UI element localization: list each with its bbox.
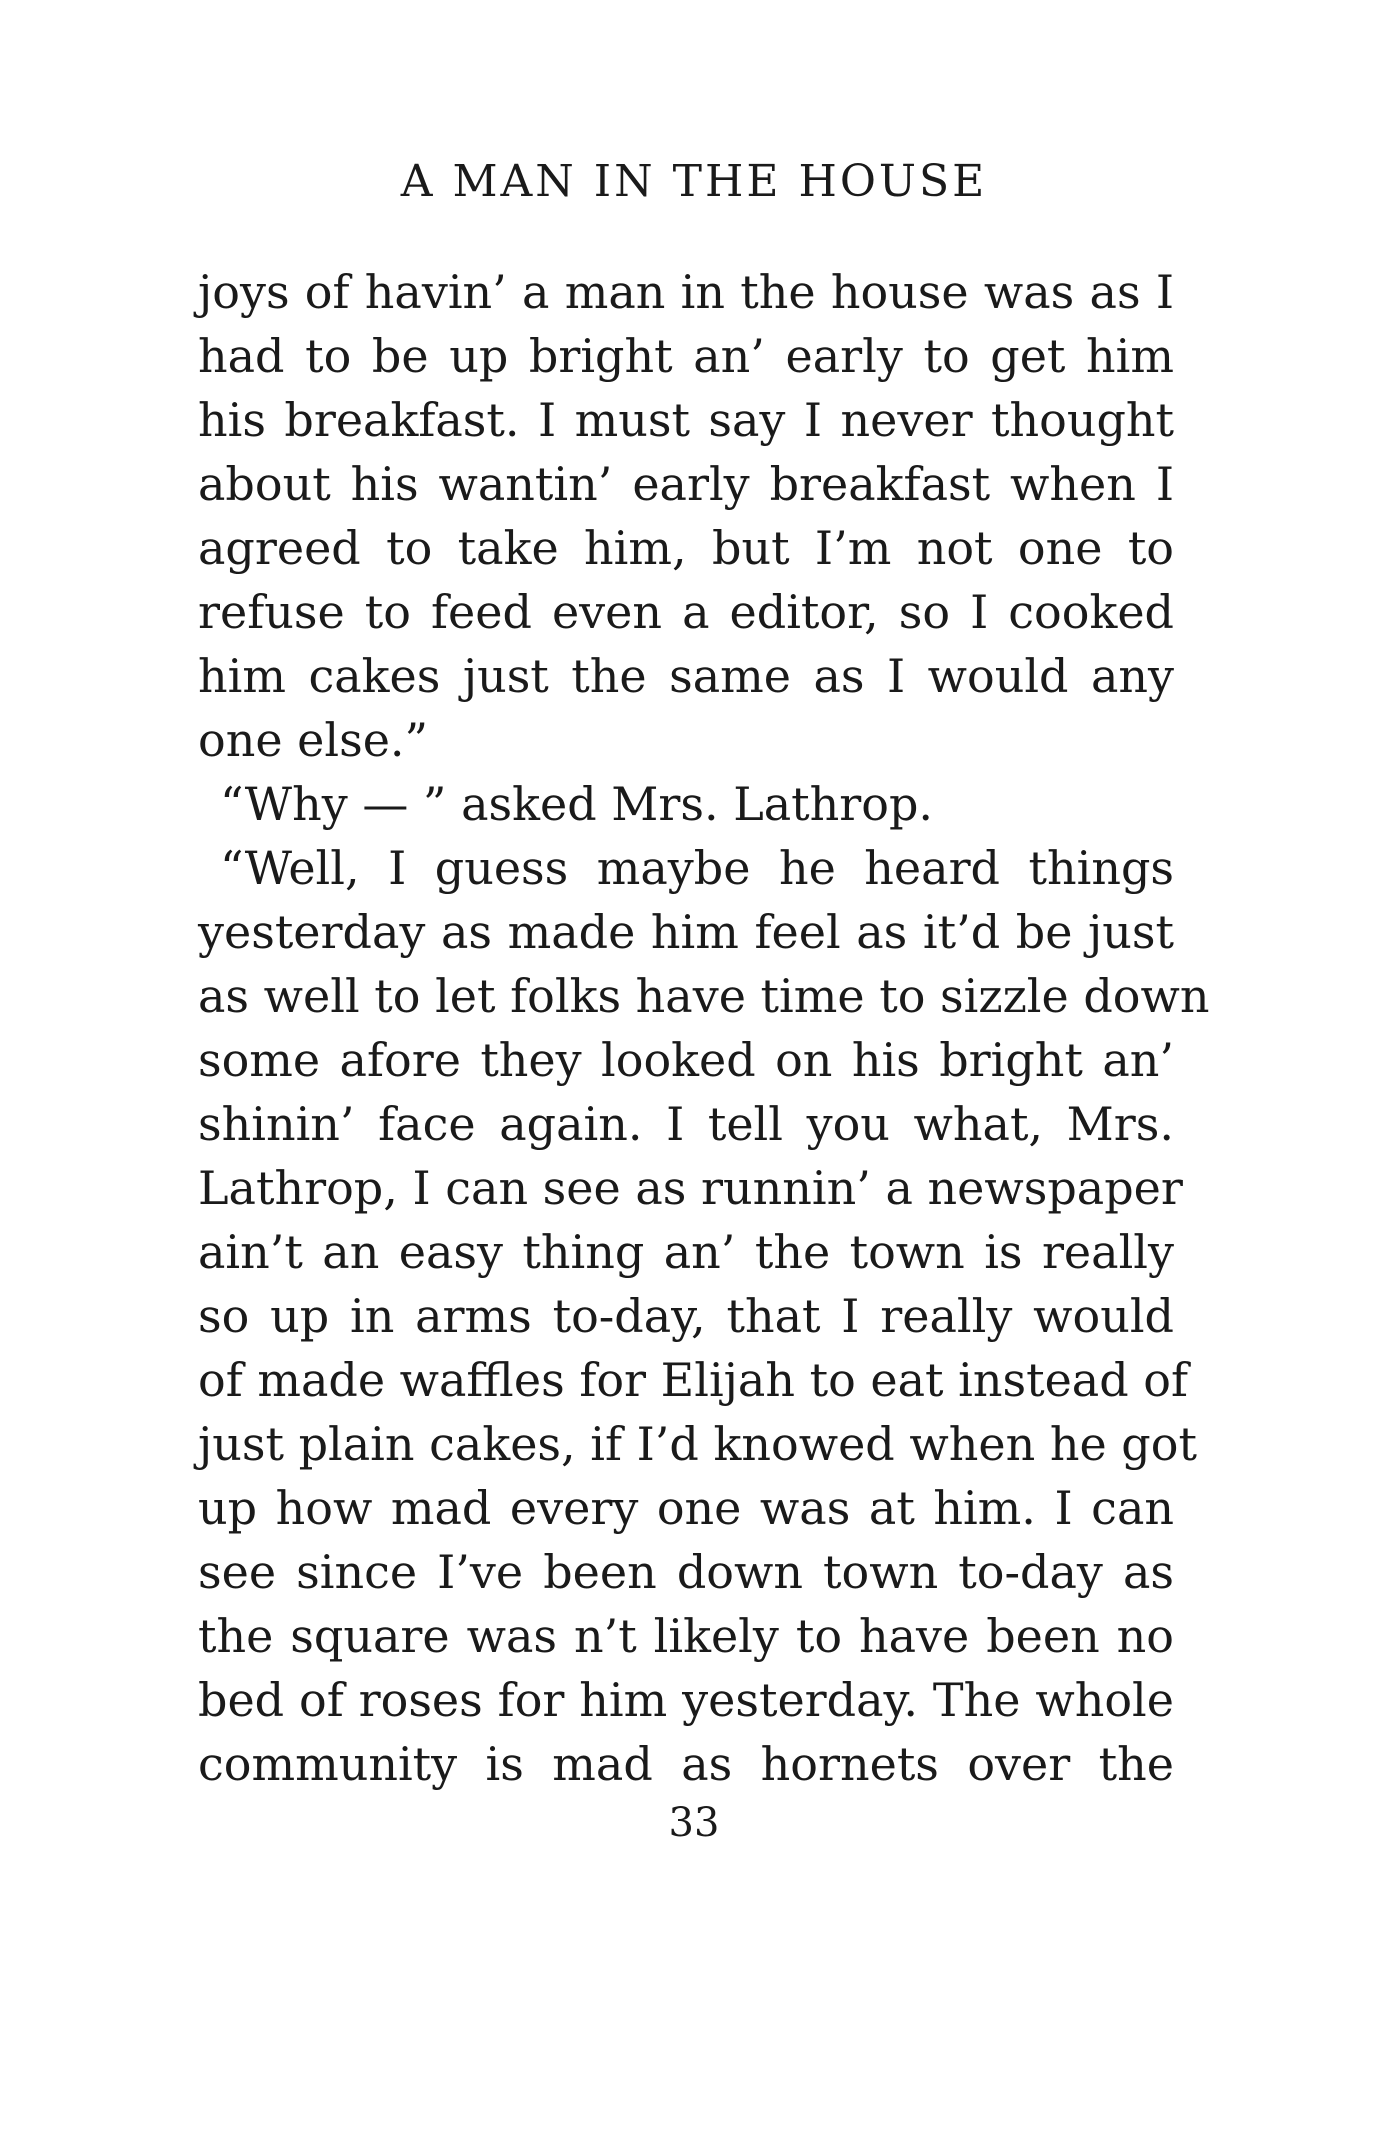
text-line: as well to let folks have time to sizzle down [198, 969, 1210, 1023]
running-head: A MAN IN THE HOUSE [400, 156, 988, 207]
text-line: yesterday as made him feel as it’d be just [198, 905, 1174, 959]
text-line: “Why — ” asked Mrs. Lathrop. [220, 777, 934, 831]
text-line: community is mad as hornets over the [198, 1737, 1174, 1791]
text-line: some afore they looked on his bright an’ [198, 1033, 1174, 1087]
text-line: agreed to take him, but I’m not one to [198, 521, 1174, 575]
text-line: refuse to feed even a editor, so I cooked [198, 585, 1174, 639]
body-text [198, 260, 1210, 1796]
text-line: just plain cakes, if I’d knowed when he got [198, 1417, 1197, 1471]
text-line: “Well, I guess maybe he heard things [220, 841, 1174, 895]
text-line: so up in arms to-day, that I really would [198, 1289, 1174, 1343]
text-line: about his wantin’ early breakfast when I [198, 457, 1174, 511]
text-line: one else.” [198, 713, 429, 767]
text-line: bed of roses for him yesterday. The whole [198, 1673, 1174, 1727]
text-line: the square was n’t likely to have been no [198, 1609, 1174, 1663]
text-line: of made waffles for Elijah to eat instead of [198, 1353, 1189, 1407]
text-line: had to be up bright an’ early to get him [198, 329, 1174, 383]
text-line: shinin’ face again. I tell you what, Mrs. [198, 1097, 1174, 1151]
page-number: 33 [668, 1800, 720, 1846]
text-line: up how mad every one was at him. I can [198, 1481, 1174, 1535]
text-line: ain’t an easy thing an’ the town is really [198, 1225, 1174, 1279]
text-line: joys of havin’ a man in the house was as I [198, 265, 1174, 319]
text-line: Lathrop, I can see as runnin’ a newspaper [198, 1161, 1183, 1215]
text-line: him cakes just the same as I would any [198, 649, 1174, 703]
text-line: his breakfast. I must say I never thought [198, 393, 1174, 447]
text-line: see since I’ve been down town to-day as [198, 1545, 1174, 1599]
